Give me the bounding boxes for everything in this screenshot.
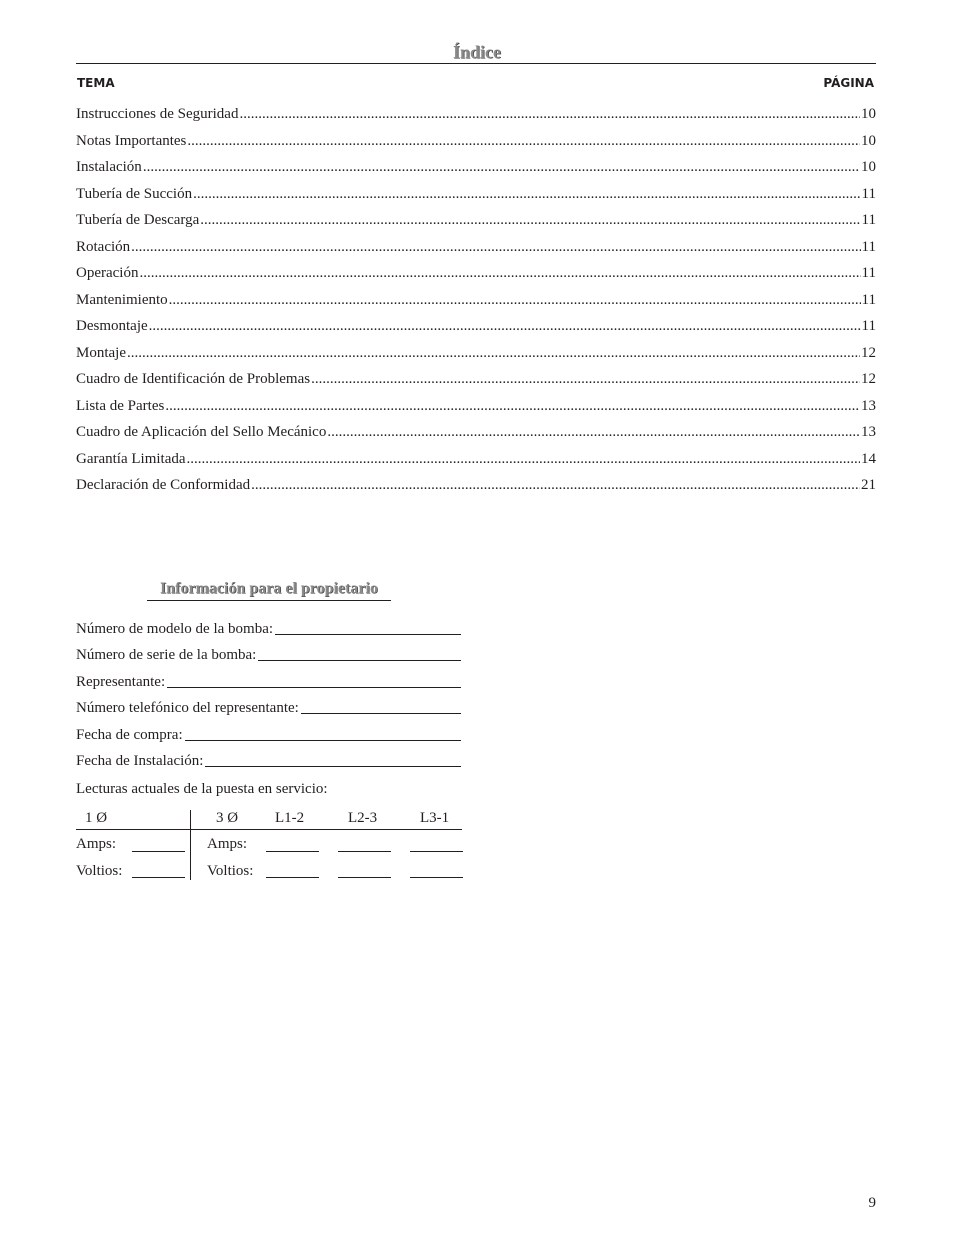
owner-field-dealer	[76, 665, 461, 692]
owner-info-title: Información para el propietario	[147, 580, 391, 601]
field-label: Representante:	[76, 673, 166, 690]
field-label: Número de modelo de la bomba:	[76, 620, 274, 637]
toc-entry-topic: Tubería de Succión	[76, 185, 193, 202]
toc-entry	[76, 183, 876, 210]
toc-list	[76, 103, 876, 501]
toc-column-topic: TEMA	[77, 76, 115, 90]
single-volts-label: Voltios:	[76, 863, 123, 879]
toc-entry-page: 12	[861, 371, 876, 387]
single-phase-header: 1 Ø	[85, 810, 108, 826]
toc-entry-page: 10	[861, 132, 876, 149]
blank-line[interactable]	[275, 634, 461, 635]
dot-leader	[139, 262, 860, 284]
toc-entry-topic: Desmontaje	[76, 318, 148, 334]
amps-l3-1-blank[interactable]	[410, 851, 463, 852]
toc-entry	[76, 209, 876, 236]
toc-entry	[76, 156, 876, 183]
toc-entry-topic: Garantía Limitada	[76, 450, 186, 467]
toc-entry-topic: Tubería de Descarga	[76, 212, 200, 228]
blank-line[interactable]	[301, 713, 461, 714]
toc-entry-page: 13	[861, 397, 876, 414]
owner-field-dealer-phone	[76, 692, 461, 719]
dot-leader	[200, 209, 860, 231]
l3-1-header: L3-1	[420, 810, 450, 826]
single-amps-label: Amps:	[76, 836, 117, 852]
toc-entry-page: 13	[861, 424, 876, 440]
toc-entry-topic: Rotación	[76, 238, 131, 255]
toc-entry-page: 11	[861, 291, 876, 308]
toc-entry-page: 10	[861, 159, 876, 175]
toc-entry-page: 11	[861, 212, 876, 228]
toc-entry-topic: Cuadro de Aplicación del Sello Mecánico	[76, 424, 327, 440]
readings-table	[76, 808, 466, 883]
dot-leader	[193, 183, 860, 205]
toc-entry	[76, 103, 876, 130]
toc-entry-page: 11	[861, 318, 876, 334]
dot-leader	[187, 130, 860, 152]
blank-line[interactable]	[185, 740, 461, 741]
page-number: 9	[868, 1195, 876, 1211]
field-label: Fecha de Instalación:	[76, 753, 204, 769]
blank-line[interactable]	[258, 660, 461, 661]
blank-line[interactable]	[205, 766, 461, 767]
toc-entry	[76, 421, 876, 448]
dot-leader	[131, 236, 860, 258]
volts-l1-2-blank[interactable]	[266, 877, 319, 878]
dot-leader	[187, 448, 860, 470]
table-column-divider	[190, 810, 191, 880]
field-label: Número de serie de la bomba:	[76, 647, 257, 663]
dot-leader	[239, 103, 860, 125]
volts-l2-3-blank[interactable]	[338, 877, 391, 878]
owner-info-form	[76, 612, 461, 771]
toc-entry	[76, 395, 876, 422]
toc-entry	[76, 368, 876, 395]
toc-entry-page: 11	[861, 185, 876, 202]
amps-l1-2-blank[interactable]	[266, 851, 319, 852]
field-label: Número telefónico del representante:	[76, 700, 299, 716]
toc-entry-page: 11	[861, 238, 876, 255]
toc-entry-topic: Instalación	[76, 159, 142, 175]
toc-entry	[76, 236, 876, 263]
amps-l2-3-blank[interactable]	[338, 851, 391, 852]
toc-entry-page: 14	[861, 450, 876, 467]
toc-entry	[76, 289, 876, 316]
three-volts-label: Voltios:	[207, 863, 254, 879]
blank-line[interactable]	[167, 687, 461, 688]
toc-entry-topic: Notas Importantes	[76, 132, 187, 149]
toc-entry-topic: Instrucciones de Seguridad	[76, 106, 239, 122]
toc-entry-topic: Declaración de Conformidad	[76, 477, 251, 493]
field-label: Fecha de compra:	[76, 726, 183, 743]
dot-leader	[165, 395, 860, 417]
toc-column-page: PÁGINA	[823, 76, 874, 90]
dot-leader	[169, 289, 861, 311]
toc-entry	[76, 262, 876, 289]
toc-entry	[76, 315, 876, 342]
owner-field-install-date	[76, 745, 461, 772]
volts-l3-1-blank[interactable]	[410, 877, 463, 878]
three-amps-label: Amps:	[207, 836, 248, 852]
toc-entry	[76, 448, 876, 475]
toc-entry-topic: Mantenimiento	[76, 291, 168, 308]
toc-entry-page: 11	[861, 265, 876, 281]
owner-field-serial	[76, 639, 461, 666]
readings-label: Lecturas actuales de la puesta en servicio:	[76, 781, 328, 797]
dot-leader	[127, 342, 860, 364]
toc-entry	[76, 342, 876, 369]
dot-leader	[327, 421, 860, 443]
table-header-rule	[76, 829, 462, 830]
single-amps-blank[interactable]	[132, 851, 185, 852]
owner-field-purchase-date	[76, 718, 461, 745]
toc-entry-page: 12	[861, 344, 876, 361]
l1-2-header: L1-2	[275, 810, 305, 826]
dot-leader	[311, 368, 860, 390]
toc-entry-page: 10	[861, 106, 876, 122]
three-phase-header: 3 Ø	[216, 810, 239, 826]
toc-entry-topic: Montaje	[76, 344, 126, 361]
owner-field-model	[76, 612, 461, 639]
title-rule	[76, 63, 876, 64]
toc-entry-page: 21	[861, 477, 876, 493]
toc-title: Índice	[452, 42, 501, 62]
toc-entry	[76, 130, 876, 157]
dot-leader	[143, 156, 860, 178]
dot-leader	[149, 315, 861, 337]
toc-entry	[76, 474, 876, 501]
toc-entry-topic: Lista de Partes	[76, 397, 165, 414]
dot-leader	[251, 474, 860, 496]
toc-entry-topic: Cuadro de Identificación de Problemas	[76, 371, 311, 387]
l2-3-header: L2-3	[348, 810, 378, 826]
toc-entry-topic: Operación	[76, 265, 139, 281]
single-volts-blank[interactable]	[132, 877, 185, 878]
